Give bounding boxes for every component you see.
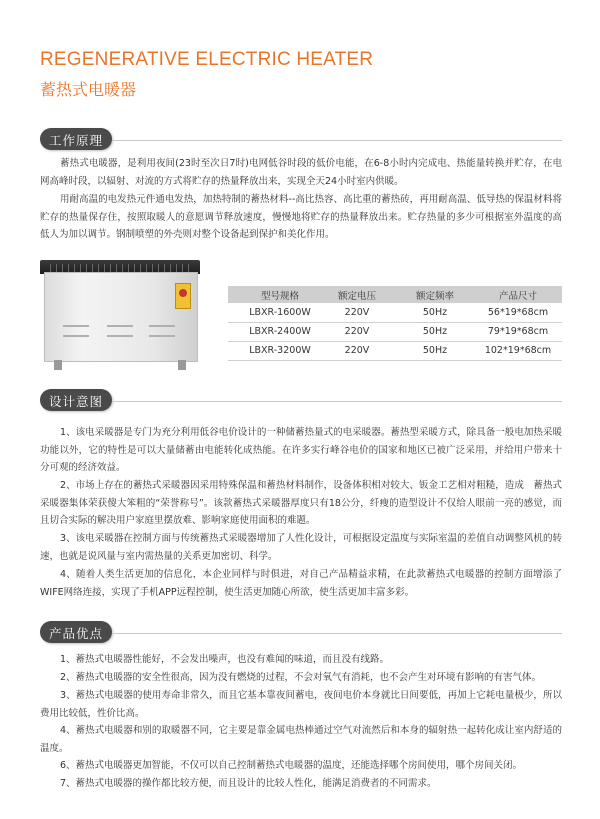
cell-model: LBXR-1600W xyxy=(249,307,311,318)
spec-table-header xyxy=(228,286,562,303)
heater-body xyxy=(44,272,198,362)
section-title: 产品优点 xyxy=(48,626,103,641)
section-header-advantages xyxy=(40,621,562,643)
cell-model: LBXR-3200W xyxy=(249,345,311,356)
title-english: REGENERATIVE ELECTRIC HEATER xyxy=(40,49,374,70)
design-item-2: 2、市场上存在的蓄热式采暖器因采用特殊保温和蓄热材料制作，设备体积相对较大、钣金工艺相对粗糙，造成 蓄热式采暖器集体荣获傻大笨粗的“荣誉称号”。该款蓄热式采暖器厚度只有18公分，纤瘦的造型设计不仅给人眼前一亮的感觉，而且切合实际的解决用户家庭里摆放难、影响家庭使用面积的难题。 xyxy=(40,480,562,526)
advantage-item-1: 1、蓄热式电暖器性能好，不会发出噪声，也没有难闻的味道，而且没有线路。 xyxy=(60,654,390,665)
section-title: 工作原理 xyxy=(48,133,103,148)
cell-size: 79*19*68cm xyxy=(487,326,549,337)
section-pill xyxy=(40,389,112,411)
section-pill xyxy=(40,621,112,643)
cell-model: LBXR-2400W xyxy=(249,326,311,337)
advantage-item-2: 2、蓄热式电暖器的安全性很高，因为没有燃烧的过程，不会对氧气有消耗，也不会产生对环境有影响的有害气体。 xyxy=(60,672,542,683)
table-row xyxy=(228,305,562,321)
row-divider xyxy=(228,322,562,323)
design-item-1: 1、该电采暖器是专门为充分利用低谷电价设计的一种储蓄热量式的电采暖器。蓄热型采暖方式，除具备一般电加热采暖功能以外，它的特性是可以大量储蓄由电能转化成热能。在许多实行峰谷电价的国家和地区已被广泛采用，并给用户带来十分可观的经济效益。 xyxy=(40,427,562,473)
design-item-3: 3、该电采暖器在控制方面与传统蓄热式采暖器增加了人性化设计，可根据设定温度与实际室温的差值自动调整风机的转速，也就是说风量与室内需热量的关系更加密切、科学。 xyxy=(40,533,562,562)
advantage-item-4: 4、蓄热式电暖器和别的取暖器不同，它主要是靠金属电热棒通过空气对流然后和本身的辐射热一起转化成让室内舒适的温度。 xyxy=(40,725,562,754)
advantage-item-3: 3、蓄热式电暖器的使用寿命非常久，而且它基本靠夜间蓄电，夜间电价本身就比日间要低，再加上它耗电量极少，所以费用比较低，性价比高。 xyxy=(40,690,562,719)
cell-frequency: 50Hz xyxy=(422,326,448,337)
cell-size: 56*19*68cm xyxy=(487,307,549,318)
header-voltage: 额定电压 xyxy=(337,291,376,302)
header-model: 型号规格 xyxy=(260,291,299,302)
cell-voltage: 220V xyxy=(344,326,370,337)
advantage-item-7: 7、蓄热式电暖器的操作都比较方便，而且设计的比较人性化，能满足消费者的不同需求。 xyxy=(60,778,437,789)
section-header-design xyxy=(40,389,562,411)
header-size: 产品尺寸 xyxy=(498,291,537,302)
divider xyxy=(112,401,562,402)
section-header-principle xyxy=(40,128,562,150)
advantage-item-6: 6、蓄热式电暖器更加智能，不仅可以自己控制蓄热式电暖器的温度，还能选择哪个房间使用，哪个房间关闭。 xyxy=(60,760,523,771)
cell-voltage: 220V xyxy=(344,345,370,356)
principle-paragraph-2: 用耐高温的电发热元件通电发热，加热特制的蓄热材料--高比热容、高比重的蓄热砖，再用耐高温、低导热的保温材料将贮存的热量保存住，按照取暖人的意愿调节释放速度，慢慢地将贮存的热量释放出来。贮存热量的多少可根据室外温度的高低人为加以调节。钢制喷塑的外壳则对整个设备起到保护和美化作用。 xyxy=(40,194,562,240)
table-row xyxy=(228,343,562,359)
cell-voltage: 220V xyxy=(344,307,370,318)
section-pill xyxy=(40,128,112,150)
header-frequency: 额定频率 xyxy=(415,291,454,302)
cell-size: 102*19*68cm xyxy=(484,345,552,356)
row-divider xyxy=(228,341,562,342)
section-title: 设计意图 xyxy=(48,394,103,409)
warning-label-icon xyxy=(175,283,191,309)
table-row xyxy=(228,324,562,340)
divider xyxy=(112,140,562,141)
principle-paragraph-1: 蓄热式电暖器，是利用夜间(23时至次日7时)电网低谷时段的低价电能，在6-8小时内完成电、热能量转换并贮存，在电网高峰时段，以辐射、对流的方式将贮存的热量释放出来，实现全天24小时室内供暖。 xyxy=(40,158,562,187)
title-chinese: 蓄热式电暖器 xyxy=(40,80,137,99)
design-item-4: 4、随着人类生活更加的信息化，本企业同样与时俱进，对自己产品精益求精，在此款蓄热式电暖器的控制方面增添了WIFE网络连接，实现了手机APP远程控制，使生活更加随心所欲，使生活更加丰富多彩。 xyxy=(40,569,562,598)
divider xyxy=(112,633,562,634)
cell-frequency: 50Hz xyxy=(422,345,448,356)
cell-frequency: 50Hz xyxy=(422,307,448,318)
heater-product-image xyxy=(40,260,200,370)
row-divider xyxy=(228,360,562,361)
